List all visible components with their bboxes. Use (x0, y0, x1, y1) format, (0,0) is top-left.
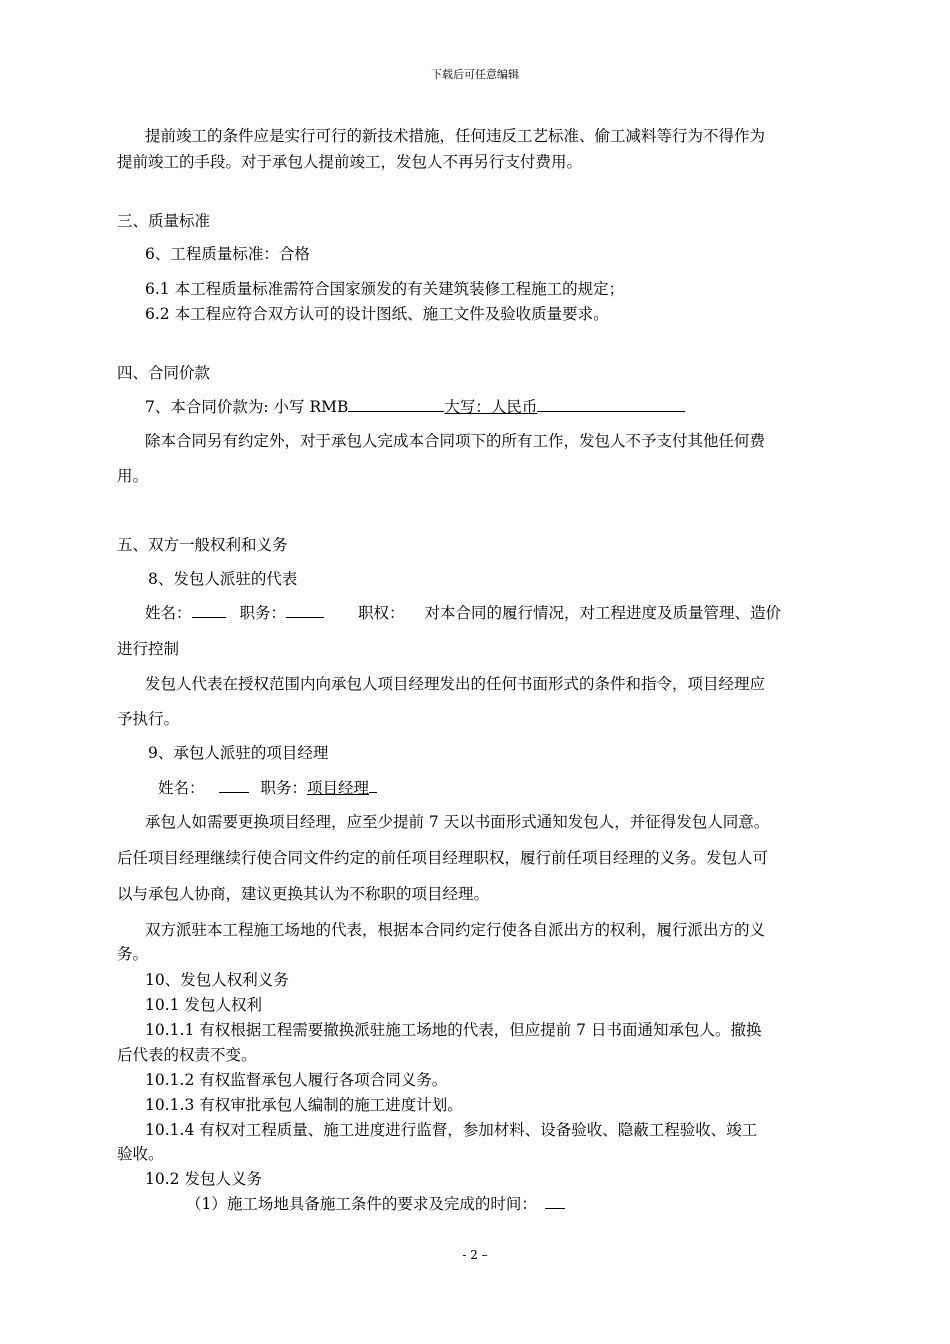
small-amount-blank (348, 396, 444, 412)
project-manager-role-value: 项目经理 (307, 779, 370, 797)
clause-10-1-4-line1: 10.1.4 有权对工程质量、施工进度进行监督，参加材料、设备验收、隐蔽工程验收、竣工 (145, 1121, 758, 1139)
employer-rep-role-blank (286, 602, 324, 618)
clause-6-1: 6.1 本工程质量标准需符合国家颁发的有关建筑装修工程施工的规定； (145, 280, 625, 298)
early-completion-line2: 提前竣工的手段。对于承包人提前竣工，发包人不再另行支付费用。 (117, 153, 583, 171)
clause-10-1-2: 10.1.2 有权监督承包人履行各项合同义务。 (145, 1071, 448, 1089)
employer-rep-name-blank (192, 602, 226, 618)
pm-change-line3: 以与承包人协商，建议更换其认为不称职的项目经理。 (117, 885, 490, 903)
project-manager-name-label: 姓名： (158, 779, 205, 797)
clause-10-2: 10.2 发包人义务 (145, 1170, 262, 1188)
site-conditions-time-blank (545, 1193, 565, 1209)
project-manager-role-underline-tail (369, 777, 377, 793)
project-manager-line (158, 776, 377, 798)
page-number: - 2 – (462, 1248, 488, 1262)
employer-rep-role-label: 职务： (239, 604, 287, 622)
clause-10-1-4-line2: 验收。 (117, 1145, 164, 1163)
project-manager-role-label: 职务： (260, 779, 308, 797)
clause-7 (145, 395, 685, 417)
clause-10-2-item-1 (186, 1192, 565, 1214)
pm-change-line1: 承包人如需要更换项目经理，应至少提前 7 天以书面形式通知发包人，并征得发包人同意。 (145, 813, 770, 831)
clause-10-2-item-1-text: （1）施工场地具备施工条件的要求及完成的时间： (186, 1195, 537, 1213)
clause-10-1-1-line1: 10.1.1 有权根据工程需要撤换派驻施工场地的代表，但应提前 7 日书面通知承包人。撤换 (145, 1021, 762, 1039)
capital-amount-blank (537, 396, 685, 412)
clause-9: 9、承包人派驻的项目经理 (148, 744, 329, 762)
clause-7-capital-amount-label: 大写：人民币 (444, 398, 538, 416)
clause-10: 10、发包人权利义务 (145, 971, 289, 989)
clause-10-1-3: 10.1.3 有权审批承包人编制的施工进度计划。 (145, 1096, 463, 1114)
early-completion-line1: 提前竣工的条件应是实行可行的新技术措施，任何违反工艺标准、偷工减料等行为不得作为 (145, 127, 766, 145)
employer-rep-instructions-line1: 发包人代表在授权范围内向承包人项目经理发出的任何书面形式的条件和指令，项目经理应 (145, 675, 766, 693)
employer-rep-name-label: 姓名： (145, 604, 192, 622)
employer-rep-authority-label: 职权： (358, 604, 405, 622)
clause-10-1-1-line2: 后代表的权责不变。 (117, 1046, 257, 1064)
section-3-title: 三、质量标准 (117, 212, 211, 230)
site-rep-line1: 双方派驻本工程施工场地的代表，根据本合同约定行使各自派出方的权利，履行派出方的义 (145, 921, 766, 939)
section-5-title: 五、双方一般权利和义务 (117, 536, 288, 554)
employer-rep-line (145, 601, 781, 623)
clause-8: 8、发包人派驻的代表 (148, 570, 298, 588)
contract-price-note-line1: 除本合同另有约定外，对于承包人完成本合同项下的所有工作，发包人不予支付其他任何费 (145, 432, 766, 450)
page-header: 下载后可任意编辑 (431, 68, 519, 81)
employer-rep-authority-cont: 进行控制 (117, 640, 180, 658)
clause-6: 6、工程质量标准：合格 (145, 245, 310, 263)
section-4-title: 四、合同价款 (117, 364, 211, 382)
contract-price-note-line2: 用。 (117, 467, 149, 485)
pm-change-line2: 后任项目经理继续行使合同文件约定的前任项目经理职权，履行前任项目经理的义务。发包人可 (117, 849, 769, 867)
clause-7-small-amount-label: 7、本合同价款为: 小写 RMB (145, 398, 349, 416)
clause-6-2: 6.2 本工程应符合双方认可的设计图纸、施工文件及验收质量要求。 (145, 305, 609, 323)
project-manager-name-blank (219, 777, 249, 793)
clause-10-1: 10.1 发包人权利 (145, 996, 262, 1014)
employer-rep-instructions-line2: 予执行。 (117, 710, 180, 728)
site-rep-line2: 务。 (117, 945, 149, 963)
employer-rep-authority-text: 对本合同的履行情况，对工程进度及质量管理、造价 (424, 604, 782, 622)
